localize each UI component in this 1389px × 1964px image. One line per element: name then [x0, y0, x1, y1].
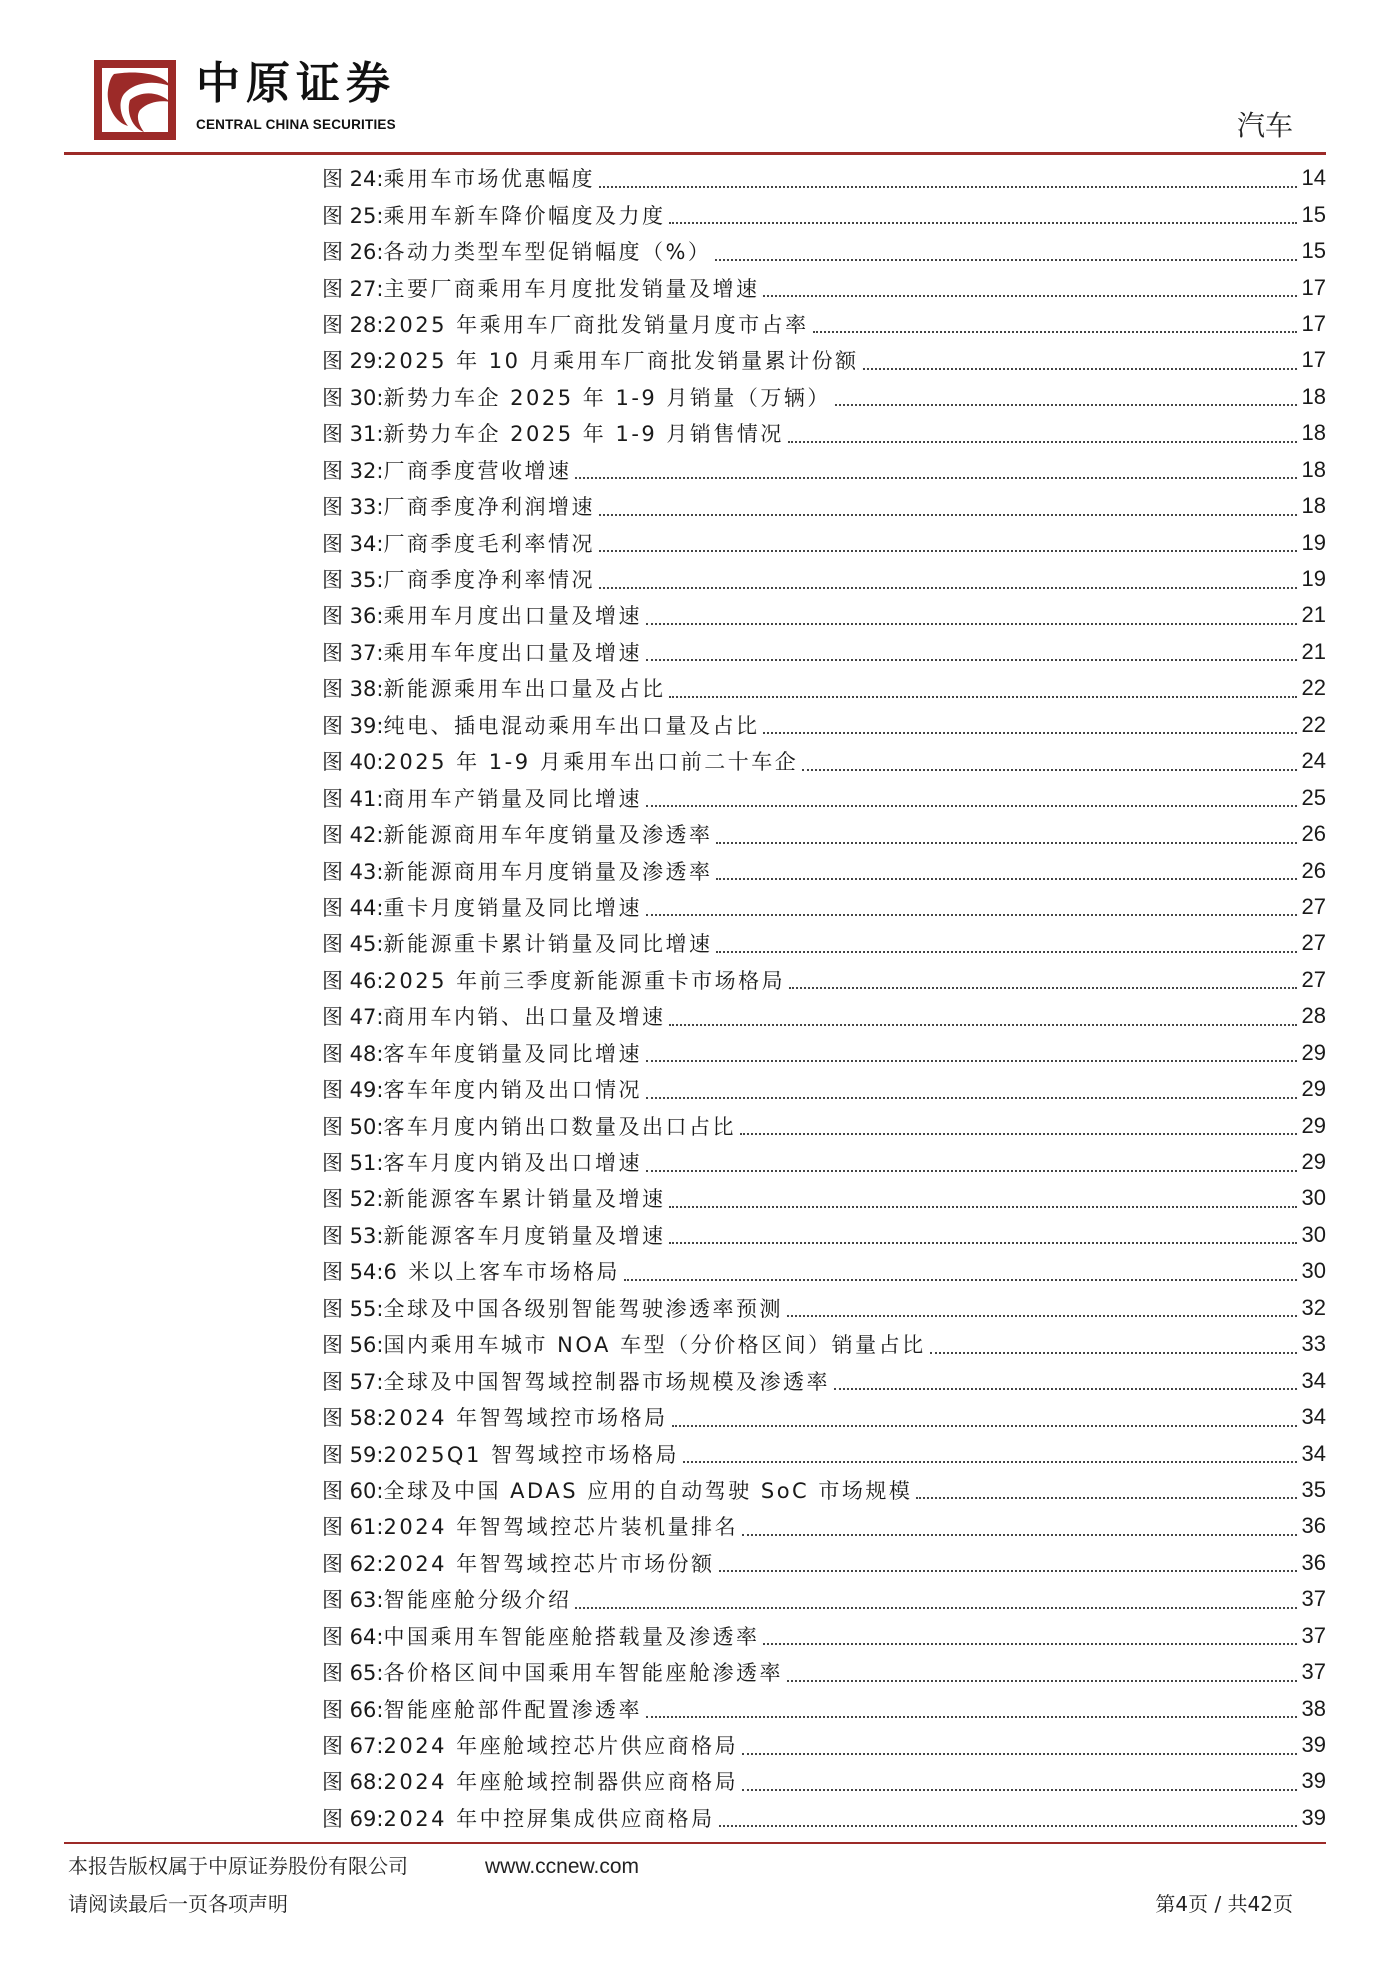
dot-leader — [789, 986, 1297, 989]
figure-page-number: 21 — [1301, 638, 1326, 664]
toc-entry[interactable] — [322, 1217, 1326, 1253]
toc-entry[interactable] — [322, 379, 1326, 415]
figure-page-number: 18 — [1301, 420, 1326, 446]
toc-entry[interactable] — [322, 816, 1326, 852]
toc-entry[interactable] — [322, 962, 1326, 998]
dot-leader — [599, 185, 1297, 188]
figure-title: 乘用车年度出口量及增速 — [383, 640, 642, 665]
dot-leader — [646, 1059, 1297, 1062]
toc-entry[interactable] — [322, 1690, 1326, 1726]
dot-leader — [646, 622, 1297, 625]
dot-leader — [787, 1679, 1297, 1682]
figure-page-number: 32 — [1301, 1294, 1326, 1320]
toc-entry[interactable] — [322, 269, 1326, 305]
figure-title: 新能源重卡累计销量及同比增速 — [383, 932, 713, 957]
dot-leader — [813, 330, 1297, 333]
dot-leader — [834, 1387, 1297, 1390]
figure-title: 2025 年 1-9 月乘用车出口前二十车企 — [383, 750, 799, 775]
figure-number: 图 59: — [322, 1442, 384, 1467]
figure-number: 图 48: — [322, 1041, 384, 1066]
section-label: 汽车 — [1236, 109, 1293, 142]
figure-title: 新能源乘用车出口量及占比 — [383, 677, 666, 702]
figure-number: 图 27: — [322, 276, 384, 301]
figure-title: 厂商季度营收增速 — [383, 458, 572, 483]
logo-english-name: CENTRAL CHINA SECURITIES — [196, 117, 396, 132]
header-divider — [64, 152, 1326, 155]
figure-list — [322, 160, 1326, 1836]
figure-title: 2024 年智驾域控市场格局 — [383, 1406, 668, 1431]
figure-page-number: 37 — [1301, 1659, 1326, 1685]
toc-entry[interactable] — [322, 1144, 1326, 1180]
dot-leader — [835, 403, 1297, 406]
figure-title: 各价格区间中国乘用车智能座舱渗透率 — [383, 1661, 783, 1686]
toc-entry[interactable] — [322, 1326, 1326, 1362]
figure-page-number: 28 — [1301, 1003, 1326, 1029]
toc-entry[interactable] — [322, 1654, 1326, 1690]
figure-title: 纯电、插电混动乘用车出口量及占比 — [383, 713, 760, 738]
figure-page-number: 33 — [1301, 1331, 1326, 1357]
figure-number: 图 28: — [322, 312, 384, 337]
figure-number: 图 30: — [322, 385, 384, 410]
figure-number: 图 36: — [322, 604, 384, 629]
toc-entry[interactable] — [322, 415, 1326, 451]
dot-leader — [715, 258, 1297, 261]
toc-entry[interactable] — [322, 524, 1326, 560]
dot-leader — [742, 1788, 1297, 1791]
figure-title: 新势力车企 2025 年 1-9 月销售情况 — [383, 422, 784, 447]
figure-title: 全球及中国 ADAS 应用的自动驾驶 SoC 市场规模 — [383, 1478, 913, 1503]
figure-page-number: 17 — [1301, 274, 1326, 300]
toc-entry[interactable] — [322, 1035, 1326, 1071]
figure-page-number: 30 — [1301, 1221, 1326, 1247]
dot-leader — [669, 1205, 1297, 1208]
figure-number: 图 35: — [322, 568, 384, 593]
toc-entry[interactable] — [322, 1800, 1326, 1836]
toc-entry[interactable] — [322, 1618, 1326, 1654]
figure-page-number: 17 — [1301, 347, 1326, 373]
footer-copyright: 本报告版权属于中原证券股份有限公司 — [68, 1854, 408, 1878]
figure-title: 2025Q1 智驾域控市场格局 — [383, 1442, 679, 1467]
figure-page-number: 38 — [1301, 1695, 1326, 1721]
figure-number: 图 68: — [322, 1770, 384, 1795]
figure-number: 图 65: — [322, 1661, 384, 1686]
toc-entry[interactable] — [322, 306, 1326, 342]
figure-title: 2024 年智驾域控芯片市场份额 — [383, 1551, 715, 1576]
dot-leader — [683, 1460, 1297, 1463]
toc-entry[interactable] — [322, 743, 1326, 779]
figure-title: 2024 年座舱域控制器供应商格局 — [383, 1770, 739, 1795]
dot-leader — [788, 440, 1297, 443]
figure-number: 图 37: — [322, 640, 384, 665]
figure-page-number: 35 — [1301, 1476, 1326, 1502]
dot-leader — [742, 1533, 1297, 1536]
toc-entry[interactable] — [322, 233, 1326, 269]
figure-page-number: 39 — [1301, 1804, 1326, 1830]
toc-entry[interactable] — [322, 670, 1326, 706]
figure-title: 2024 年智驾域控芯片装机量排名 — [383, 1515, 739, 1540]
footer-divider — [64, 1842, 1326, 1844]
figure-title: 2025 年 10 月乘用车厂商批发销量累计份额 — [383, 349, 859, 374]
figure-title: 客车月度内销及出口增速 — [383, 1151, 642, 1176]
dot-leader — [599, 513, 1297, 516]
toc-entry[interactable] — [322, 889, 1326, 925]
dot-leader — [599, 549, 1297, 552]
figure-number: 图 55: — [322, 1296, 384, 1321]
dot-leader — [646, 804, 1297, 807]
figure-page-number: 22 — [1301, 675, 1326, 701]
figure-page-number: 37 — [1301, 1586, 1326, 1612]
page-number: 第4页 / 共42页 — [1155, 1892, 1293, 1916]
toc-entry[interactable] — [322, 1290, 1326, 1326]
dot-leader — [863, 367, 1297, 370]
toc-entry[interactable] — [322, 196, 1326, 232]
toc-entry[interactable] — [322, 1253, 1326, 1289]
figure-number: 图 57: — [322, 1369, 384, 1394]
footer-disclaimer-note: 请阅读最后一页各项声明 — [68, 1892, 288, 1916]
dot-leader — [646, 913, 1297, 916]
figure-page-number: 18 — [1301, 493, 1326, 519]
toc-entry[interactable] — [322, 998, 1326, 1034]
figure-number: 图 33: — [322, 495, 384, 520]
figure-number: 图 51: — [322, 1151, 384, 1176]
dot-leader — [716, 877, 1297, 880]
dot-leader — [787, 1314, 1297, 1317]
figure-page-number: 15 — [1301, 238, 1326, 264]
figure-number: 图 63: — [322, 1588, 384, 1613]
figure-number: 图 45: — [322, 932, 384, 957]
toc-entry[interactable] — [322, 561, 1326, 597]
figure-number: 图 66: — [322, 1697, 384, 1722]
company-logo-icon — [94, 60, 176, 140]
dot-leader — [716, 950, 1297, 953]
figure-page-number: 29 — [1301, 1112, 1326, 1138]
figure-page-number: 18 — [1301, 456, 1326, 482]
toc-entry[interactable] — [322, 1508, 1326, 1544]
figure-title: 中国乘用车智能座舱搭载量及渗透率 — [383, 1624, 760, 1649]
figure-page-number: 29 — [1301, 1149, 1326, 1175]
figure-title: 全球及中国智驾域控制器市场规模及渗透率 — [383, 1369, 830, 1394]
figure-page-number: 24 — [1301, 748, 1326, 774]
figure-title: 厂商季度净利率情况 — [383, 568, 595, 593]
figure-title: 厂商季度毛利率情况 — [383, 531, 595, 556]
figure-title: 各动力类型车型促销幅度（%） — [383, 240, 712, 265]
figure-page-number: 36 — [1301, 1549, 1326, 1575]
toc-entry[interactable] — [322, 342, 1326, 378]
figure-page-number: 30 — [1301, 1185, 1326, 1211]
figure-number: 图 24: — [322, 167, 384, 192]
figure-number: 图 40: — [322, 750, 384, 775]
figure-number: 图 60: — [322, 1478, 384, 1503]
dot-leader — [646, 1096, 1297, 1099]
figure-number: 图 34: — [322, 531, 384, 556]
figure-page-number: 37 — [1301, 1622, 1326, 1648]
figure-page-number: 26 — [1301, 821, 1326, 847]
toc-entry[interactable] — [322, 1435, 1326, 1471]
figure-title: 乘用车新车降价幅度及力度 — [383, 203, 666, 228]
figure-number: 图 38: — [322, 677, 384, 702]
figure-page-number: 18 — [1301, 383, 1326, 409]
figure-title: 商用车产销量及同比增速 — [383, 786, 642, 811]
toc-entry[interactable] — [322, 1362, 1326, 1398]
dot-leader — [646, 1169, 1297, 1172]
dot-leader — [669, 1023, 1297, 1026]
figure-title: 6 米以上客车市场格局 — [383, 1260, 621, 1285]
figure-page-number: 25 — [1301, 784, 1326, 810]
figure-title: 2025 年前三季度新能源重卡市场格局 — [383, 968, 786, 993]
toc-entry[interactable] — [322, 1727, 1326, 1763]
figure-page-number: 17 — [1301, 310, 1326, 336]
figure-title: 客车月度内销出口数量及出口占比 — [383, 1114, 736, 1139]
dot-leader — [742, 1752, 1297, 1755]
dot-leader — [672, 1424, 1297, 1427]
figure-number: 图 25: — [322, 203, 384, 228]
figure-title: 智能座舱部件配置渗透率 — [383, 1697, 642, 1722]
figure-title: 智能座舱分级介绍 — [383, 1588, 572, 1613]
figure-title: 新能源客车月度销量及增速 — [383, 1223, 666, 1248]
dot-leader — [716, 841, 1297, 844]
footer-website-link[interactable]: www.ccnew.com — [485, 1855, 640, 1878]
dot-leader — [763, 1642, 1297, 1645]
figure-number: 图 42: — [322, 823, 384, 848]
figure-title: 重卡月度销量及同比增速 — [383, 895, 642, 920]
figure-title: 全球及中国各级别智能驾驶渗透率预测 — [383, 1296, 783, 1321]
dot-leader — [719, 1824, 1297, 1827]
figure-number: 图 29: — [322, 349, 384, 374]
figure-title: 新能源商用车月度销量及渗透率 — [383, 859, 713, 884]
dot-leader — [669, 221, 1297, 224]
figure-title: 新能源商用车年度销量及渗透率 — [383, 823, 713, 848]
figure-title: 新势力车企 2025 年 1-9 月销量（万辆） — [383, 385, 831, 410]
toc-entry[interactable] — [322, 597, 1326, 633]
dot-leader — [930, 1351, 1297, 1354]
figure-number: 图 47: — [322, 1005, 384, 1030]
toc-entry[interactable] — [322, 707, 1326, 743]
figure-page-number: 34 — [1301, 1404, 1326, 1430]
dot-leader — [646, 1715, 1297, 1718]
dot-leader — [740, 1132, 1297, 1135]
figure-number: 图 67: — [322, 1734, 384, 1759]
figure-page-number: 34 — [1301, 1440, 1326, 1466]
figure-page-number: 39 — [1301, 1768, 1326, 1794]
figure-page-number: 27 — [1301, 966, 1326, 992]
dot-leader — [624, 1278, 1297, 1281]
figure-title: 乘用车市场优惠幅度 — [383, 167, 595, 192]
figure-title: 新能源客车累计销量及增速 — [383, 1187, 666, 1212]
toc-entry[interactable] — [322, 1472, 1326, 1508]
toc-entry[interactable] — [322, 452, 1326, 488]
figure-title: 客车年度销量及同比增速 — [383, 1041, 642, 1066]
figure-number: 图 62: — [322, 1551, 384, 1576]
figure-title: 2025 年乘用车厂商批发销量月度市占率 — [383, 312, 809, 337]
dot-leader — [599, 586, 1297, 589]
dot-leader — [916, 1496, 1297, 1499]
figure-title: 国内乘用车城市 NOA 车型（分价格区间）销量占比 — [383, 1333, 926, 1358]
dot-leader — [763, 294, 1297, 297]
figure-number: 图 54: — [322, 1260, 384, 1285]
figure-page-number: 27 — [1301, 893, 1326, 919]
figure-page-number: 27 — [1301, 930, 1326, 956]
figure-number: 图 43: — [322, 859, 384, 884]
figure-page-number: 19 — [1301, 529, 1326, 555]
figure-title: 厂商季度净利润增速 — [383, 495, 595, 520]
figure-number: 图 61: — [322, 1515, 384, 1540]
figure-number: 图 44: — [322, 895, 384, 920]
figure-page-number: 26 — [1301, 857, 1326, 883]
figure-page-number: 21 — [1301, 602, 1326, 628]
figure-title: 客车年度内销及出口情况 — [383, 1078, 642, 1103]
figure-number: 图 64: — [322, 1624, 384, 1649]
dot-leader — [802, 768, 1297, 771]
figure-page-number: 22 — [1301, 711, 1326, 737]
figure-page-number: 39 — [1301, 1732, 1326, 1758]
figure-number: 图 31: — [322, 422, 384, 447]
figure-number: 图 52: — [322, 1187, 384, 1212]
dot-leader — [719, 1569, 1297, 1572]
figure-title: 主要厂商乘用车月度批发销量及增速 — [383, 276, 760, 301]
figure-number: 图 53: — [322, 1223, 384, 1248]
figure-number: 图 26: — [322, 240, 384, 265]
toc-entry[interactable] — [322, 160, 1326, 196]
figure-page-number: 29 — [1301, 1039, 1326, 1065]
toc-entry[interactable] — [322, 1545, 1326, 1581]
toc-entry[interactable] — [322, 852, 1326, 888]
toc-entry[interactable] — [322, 779, 1326, 815]
figure-title: 商用车内销、出口量及增速 — [383, 1005, 666, 1030]
logo-chinese-name: 中原证券 — [196, 58, 396, 109]
dot-leader — [669, 695, 1297, 698]
dot-leader — [763, 731, 1297, 734]
toc-entry[interactable] — [322, 1071, 1326, 1107]
toc-entry[interactable] — [322, 1581, 1326, 1617]
figure-page-number: 30 — [1301, 1258, 1326, 1284]
figure-number: 图 58: — [322, 1406, 384, 1431]
toc-entry[interactable] — [322, 1763, 1326, 1799]
dot-leader — [575, 476, 1297, 479]
figure-number: 图 32: — [322, 458, 384, 483]
page-header — [0, 0, 1389, 158]
figure-page-number: 29 — [1301, 1076, 1326, 1102]
figure-number: 图 50: — [322, 1114, 384, 1139]
figure-title: 乘用车月度出口量及增速 — [383, 604, 642, 629]
figure-page-number: 34 — [1301, 1367, 1326, 1393]
figure-number: 图 39: — [322, 713, 384, 738]
figure-number: 图 41: — [322, 786, 384, 811]
figure-page-number: 15 — [1301, 201, 1326, 227]
toc-entry[interactable] — [322, 1180, 1326, 1216]
dot-leader — [646, 658, 1297, 661]
figure-page-number: 36 — [1301, 1513, 1326, 1539]
toc-entry[interactable] — [322, 488, 1326, 524]
figure-title: 2024 年中控屏集成供应商格局 — [383, 1806, 715, 1831]
figure-page-number: 14 — [1301, 165, 1326, 191]
dot-leader — [575, 1606, 1297, 1609]
toc-entry[interactable] — [322, 1107, 1326, 1143]
figure-number: 图 49: — [322, 1078, 384, 1103]
toc-entry[interactable] — [322, 634, 1326, 670]
figure-number: 图 56: — [322, 1333, 384, 1358]
figure-page-number: 19 — [1301, 566, 1326, 592]
toc-entry[interactable] — [322, 925, 1326, 961]
dot-leader — [669, 1241, 1297, 1244]
figure-title: 2024 年座舱域控芯片供应商格局 — [383, 1734, 739, 1759]
figure-number: 图 69: — [322, 1806, 384, 1831]
toc-entry[interactable] — [322, 1399, 1326, 1435]
figure-number: 图 46: — [322, 968, 384, 993]
